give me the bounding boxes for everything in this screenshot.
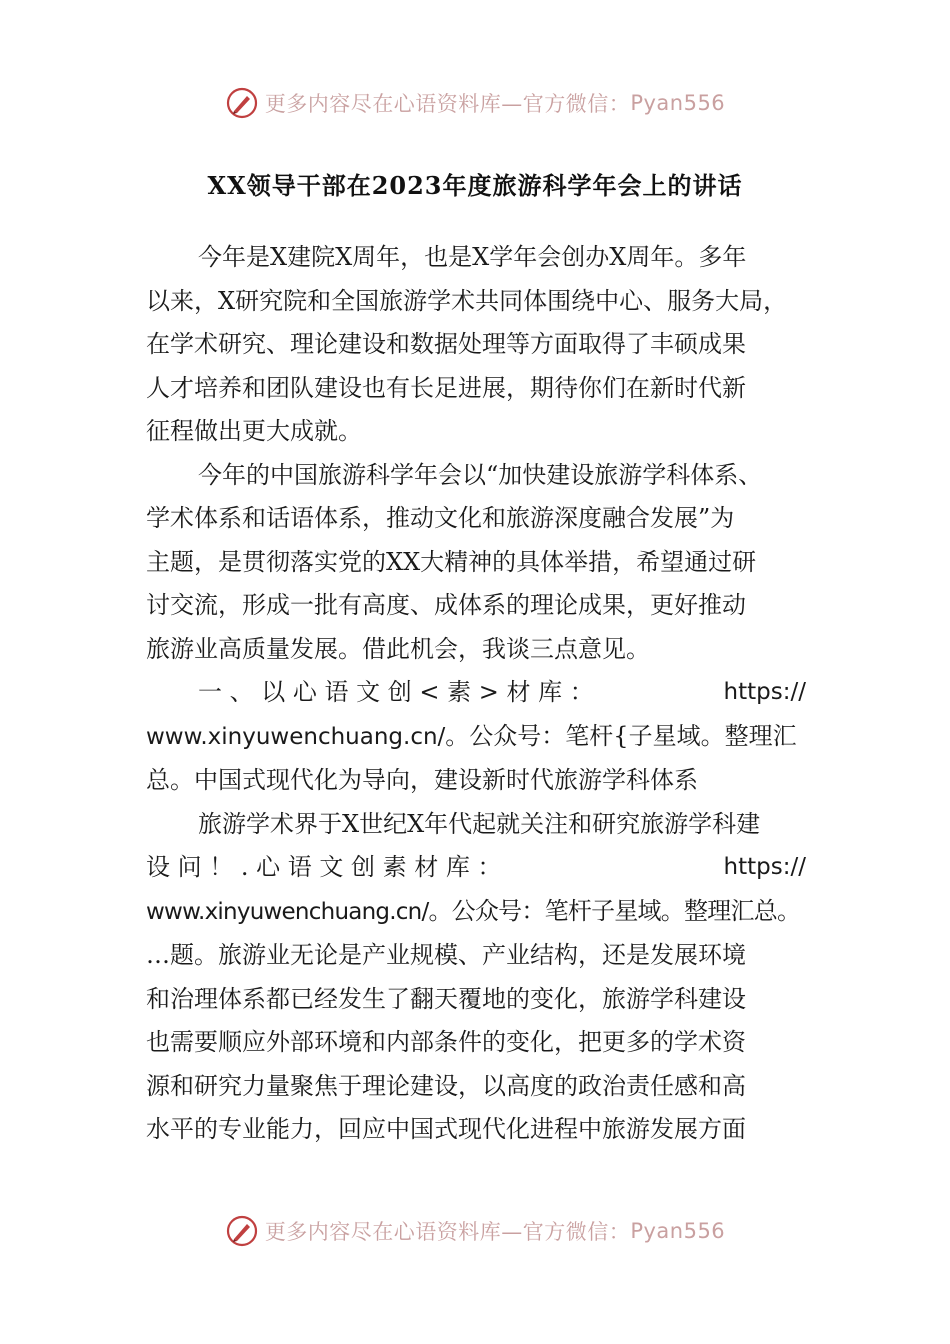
watermark-text: 更多内容尽在心语资料库—官方微信： — [264, 92, 631, 116]
spaced-text: 设 问 ！ . 心 语 文 创 素 材 库 ： — [146, 853, 502, 881]
text-line: 和治理体系都已经发生了翻天覆地的变化，旅游学科建设 — [146, 984, 746, 1013]
text-line: 以来，X研究院和全国旅游学术共同体围绕中心、服务大局， — [146, 286, 788, 315]
footer-watermark — [0, 1211, 950, 1251]
pen-logo-icon — [225, 86, 259, 120]
text-line — [146, 846, 806, 890]
pen-logo-icon — [225, 1214, 259, 1248]
text-line: 也需要顺应外部环境和内部条件的变化，把更多的学术资 — [146, 1028, 746, 1056]
text-line: 源和研究力量聚焦于理论建设，以高度的政治责任感和高 — [146, 1071, 746, 1100]
text-fragment: 。公众号：笔杆子星域。整理汇总。 — [428, 896, 801, 925]
watermark-wechat: Pyan556 — [630, 1219, 726, 1243]
heading-spaced-text: 一 、 以 心 语 文 创 < 素 > 材 库 ： — [198, 678, 594, 706]
text-line: 今年的中国旅游科学年会以“加快建设旅游学科体系、 — [198, 460, 763, 489]
header-watermark — [0, 83, 950, 123]
watermark-wechat: Pyan556 — [630, 91, 726, 115]
text-line: 人才培养和团队建设也有长足进展，期待你们在新时代新 — [146, 373, 746, 402]
text-line: 旅游业高质量发展。借此机会，我谈三点意见。 — [146, 634, 650, 663]
document-title: XX领导干部在2023年度旅游科学年会上的讲话 — [207, 171, 743, 200]
text-line: 在学术研究、理论建设和数据处理等方面取得了丰硕成果 — [146, 330, 746, 358]
url-text: www.xinyuwenchuang.cn/ — [146, 723, 446, 750]
text-line: 旅游学术界于X世纪X年代起就关注和研究旅游学科建 — [198, 809, 761, 838]
text-line: 征程做出更大成就。 — [146, 417, 362, 445]
text-fragment: 。公众号：笔杆{子星域。整理汇 — [445, 721, 797, 750]
text-line: 主题，是贯彻落实党的XX大精神的具体举措，希望通过研 — [146, 547, 757, 576]
text-line — [146, 890, 806, 935]
document-body — [146, 236, 806, 1152]
text-line: …题。旅游业无论是产业规模、产业结构，还是发展环境 — [146, 941, 746, 969]
url-fragment: https:// — [723, 854, 806, 880]
text-line: 讨交流，形成一批有高度、成体系的理论成果，更好推动 — [146, 591, 746, 619]
paragraph-4 — [146, 803, 806, 1152]
text-line — [146, 671, 806, 715]
watermark-text: 更多内容尽在心语资料库—官方微信： — [264, 1220, 631, 1244]
text-line: 今年是X建院X周年，也是X学年会创办X周年。多年 — [198, 243, 747, 271]
url-fragment: https:// — [723, 679, 806, 705]
text-line: 水平的专业能力，回应中国式现代化进程中旅游发展方面 — [146, 1115, 746, 1143]
paragraph-3 — [146, 671, 806, 803]
text-line — [146, 715, 806, 760]
text-line: 学术体系和话语体系，推动文化和旅游深度融合发展”为 — [146, 504, 735, 532]
paragraph-2 — [146, 454, 806, 672]
paragraph-1 — [146, 236, 806, 454]
text-line: 总。中国式现代化为导向，建设新时代旅游学科体系 — [146, 766, 698, 794]
url-text: www.xinyuwenchuang.cn/ — [146, 898, 429, 925]
